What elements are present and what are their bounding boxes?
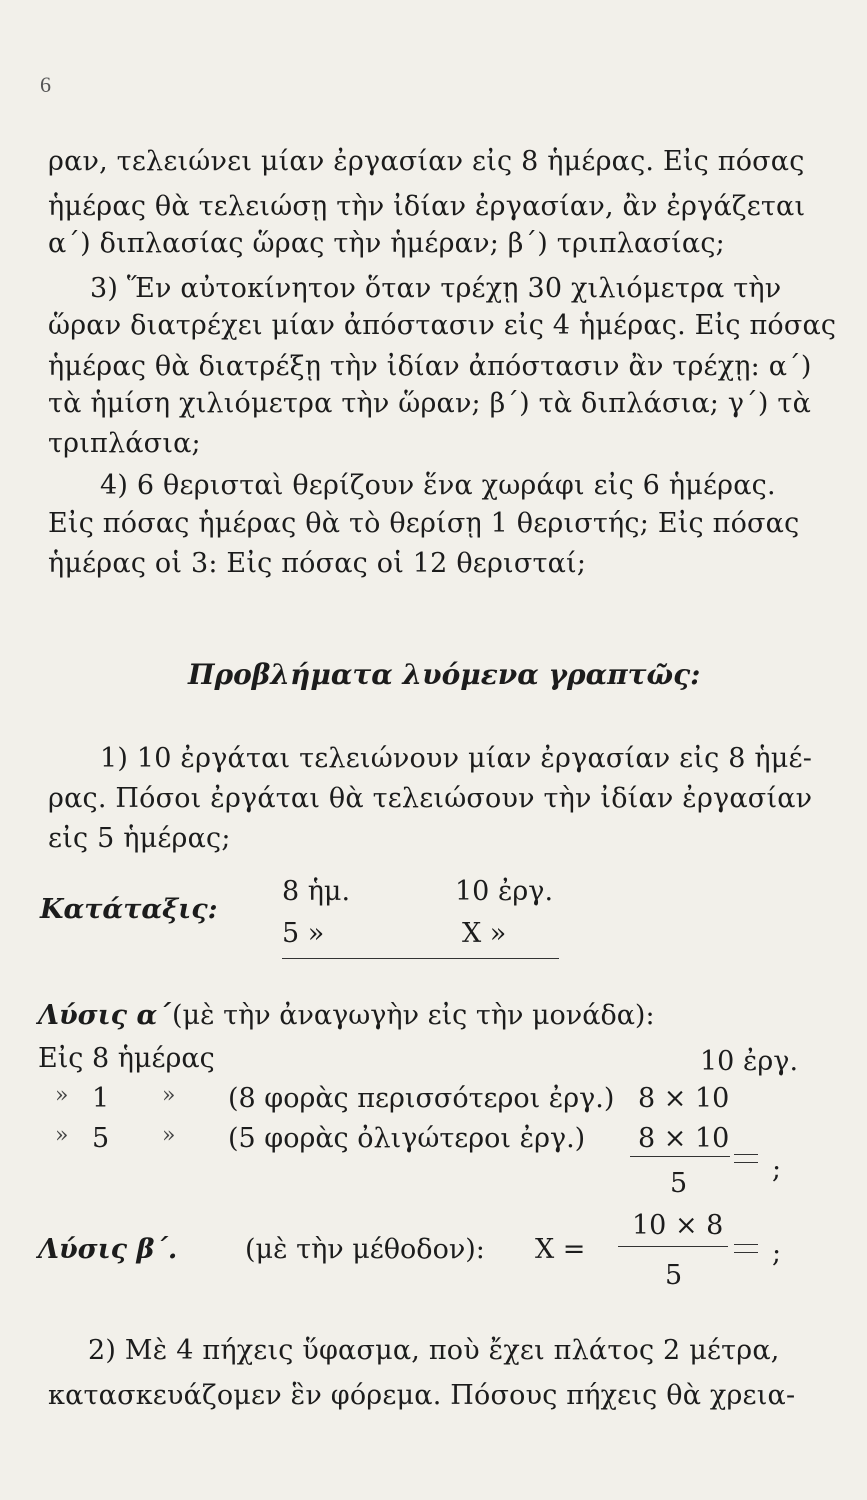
arrangement-days-1: 8 ἡμ.: [282, 876, 351, 907]
text-line: τριπλάσια;: [48, 428, 201, 459]
section-heading: Προβλήματα λυόμενα γραπτῶς:: [188, 658, 701, 691]
solution-b-text: (μὲ τὴν μέθοδον):: [245, 1234, 485, 1265]
fraction-denominator: 5: [665, 1260, 683, 1291]
text-line: ἡμέρας οἱ 3: Εἰς πόσας οἱ 12 θερισταί;: [48, 548, 587, 579]
text-line: Εἰς πόσας ἡμέρας θὰ τὸ θερίσῃ 1 θεριστής; Εἰς πόσας: [48, 508, 800, 539]
text-line: κατασκευάζομεν ἓν φόρεμα. Πόσους πήχεις θὰ χρεια-: [48, 1380, 796, 1411]
ditto-mark: »: [55, 1083, 69, 1108]
equals-sign: [734, 1244, 758, 1253]
fraction-bar: [630, 1156, 730, 1157]
arrangement-label: Κατάταξις:: [40, 894, 218, 925]
page-number: 6: [40, 72, 51, 97]
solution-a-row2-n: 1: [92, 1083, 110, 1114]
text-line: ἡμέρας θὰ τελειώσῃ τὴν ἰδίαν ἐργασίαν, ἂν ἐργάζεται: [48, 191, 806, 222]
text-line: 2) Μὲ 4 πήχεις ὕφασμα, ποὺ ἔχει πλάτος 2 μέτρα,: [88, 1335, 780, 1366]
solution-a-row1-right: 10 ἐργ.: [700, 1046, 799, 1077]
arrangement-workers-1: 10 ἐργ.: [455, 876, 554, 907]
arrangement-rule: [282, 958, 559, 959]
arrangement-workers-2: X »: [462, 918, 507, 949]
text-line: α΄) διπλασίας ὥρας τὴν ἡμέραν; β΄) τριπλασίας;: [48, 228, 725, 259]
solution-a-row1-left: Εἰς 8 ἡμέρας: [38, 1043, 215, 1074]
solution-a-row3-n: 5: [92, 1123, 110, 1154]
solution-a-row2-value: 8 × 10: [638, 1083, 730, 1114]
solution-a-row3-note: (5 φορὰς ὀλιγώτεροι ἐργ.): [228, 1123, 586, 1154]
text-line: ραν, τελειώνει μίαν ἐργασίαν εἰς 8 ἡμέρας. Εἰς πόσας: [48, 146, 805, 177]
fraction-denominator: 5: [670, 1168, 688, 1199]
equals-sign: [734, 1154, 758, 1163]
question-mark: ;: [772, 1238, 782, 1269]
question-mark: ;: [772, 1154, 782, 1185]
solution-b-lhs: X =: [535, 1234, 586, 1265]
ditto-mark: »: [162, 1123, 176, 1148]
ditto-mark: »: [55, 1123, 69, 1148]
text-line: εἰς 5 ἡμέρας;: [48, 823, 231, 854]
ditto-mark: »: [162, 1083, 176, 1108]
arrangement-days-2: 5 »: [282, 918, 325, 949]
fraction-bar: [618, 1246, 728, 1247]
text-line: 3) Ἕν αὐτοκίνητον ὅταν τρέχῃ 30 χιλιόμετρα τὴν: [90, 273, 782, 304]
fraction-numerator: 8 × 10: [638, 1123, 730, 1154]
text-line: ὥραν διατρέχει μίαν ἀπόστασιν εἰς 4 ἡμέρας. Εἰς πόσας: [48, 310, 837, 341]
solution-a-text: (μὲ τὴν ἀναγωγὴν εἰς τὴν μονάδα):: [172, 1000, 655, 1031]
text-line: ρας. Πόσοι ἐργάται θὰ τελειώσουν τὴν ἰδίαν ἐργασίαν: [48, 783, 813, 814]
solution-a-label: Λύσις α΄: [38, 1000, 171, 1031]
text-line: ἡμέρας θὰ διατρέξῃ τὴν ἰδίαν ἀπόστασιν ἂν τρέχῃ: α΄): [48, 351, 812, 382]
solution-a-row2-note: (8 φορὰς περισσότεροι ἐργ.): [228, 1083, 615, 1114]
text-line: 1) 10 ἐργάται τελειώνουν μίαν ἐργασίαν εἰς 8 ἡμέ-: [100, 743, 813, 774]
fraction-numerator: 10 × 8: [632, 1210, 724, 1241]
solution-b-label: Λύσις β΄.: [38, 1234, 178, 1265]
text-line: τὰ ἡμίση χιλιόμετρα τὴν ὥραν; β΄) τὰ διπλάσια; γ΄) τὰ: [48, 388, 812, 419]
text-line: 4) 6 θερισταὶ θερίζουν ἕνα χωράφι εἰς 6 ἡμέρας.: [100, 470, 776, 501]
